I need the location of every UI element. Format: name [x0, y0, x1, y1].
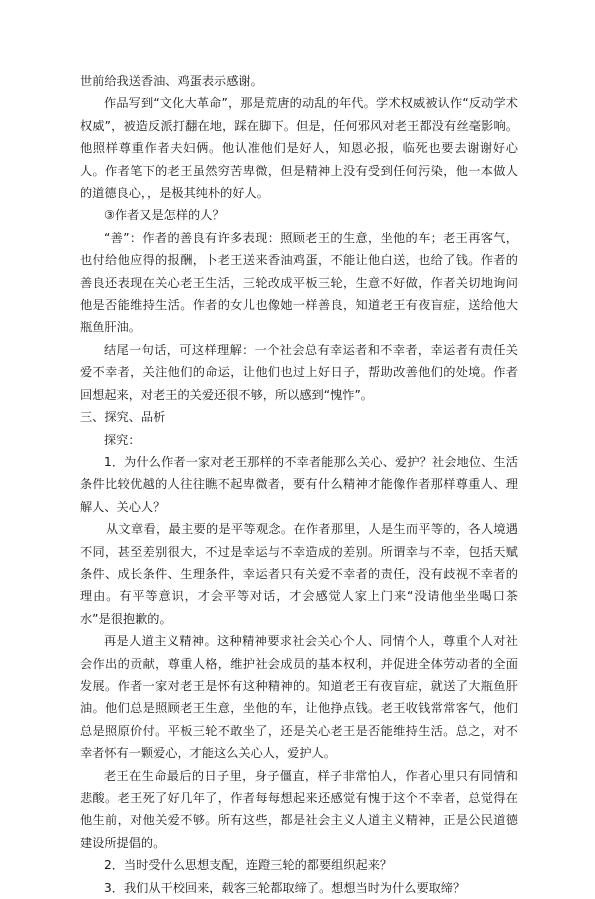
question-3: 3．我们从干校回来，载客三轮都取缔了。想想当时为什么要取缔？	[104, 880, 466, 895]
paragraph-cultural-revolution: 作品写到“文化大革命”，那是荒唐的动乱的年代。学术权威被认作“反动学术权威”，被造反派打翻在地，踩在脚下。但是，任何邪风对老王都没有丝毫影响。他照样尊重作者夫妇俩。他认准他们是好人，知恩必报，临死也要去谢谢好心人。作者笔下的老王虽然穷苦卑微，但是精神上没有受到任何污染，他一本做人的道德良心，，是极其纯朴的好人。	[80, 96, 518, 201]
section-heading-explore: 三、探究、品析	[80, 410, 166, 425]
document-body	[80, 70, 518, 899]
answer-equality: 从文章看，最主要的是平等观念。在作者那里，人是生而平等的，各人境遇不同，甚至差别很大，不过是幸运与不幸造成的差别。所谓幸与不幸，包括天赋条件、成长条件、生理条件，幸运者只有关爱不幸者的责任，没有歧视不幸者的理由。有平等意识，才会平等对话，才会感觉人家上门来“没请他坐坐喝口茶水”是很抱歉的。	[80, 522, 518, 626]
answer-humanitarianism: 再是人道主义精神。这种精神要求社会关心个人、同情个人，尊重个人对社会作出的贡献，尊重人格，维护社会成员的基本权利，并促进全体劳动者的全面发展。作者一家对老王是怀有这种精神的。知道老王有夜盲症，就送了大瓶鱼肝油。他们总是照顾老王生意，坐他的车，让他挣点钱。老王收钱常常客气，他们总是照原价付。平板三轮不敢坐了，还是关心老王是否能维持生活。总之，对不幸者怀有一颗爱心，才能这么关心人，爱护人。	[80, 634, 518, 761]
paragraph-kindness: “善”：作者的善良有许多表现：照顾老王的生意，坐他的车；老王再客气，也付给他应得的报酬，卜老王送来香油鸡蛋，不能让他白送，也给了钱。作者的善良还表现在关心老王生活，三轮改成平板三轮，生意不好做，作者关切地询问他是否能维持生活。作者的女儿也像她一样善良，知道老王有夜盲症，送给他大瓶鱼肝油。	[80, 230, 518, 335]
label-explore: 探究：	[104, 432, 141, 447]
paragraph-ending-interpretation: 结尾一句话，可这样理解：一个社会总有幸运者和不幸者，幸运者有责任关爱不幸者，关注他们的命运，让他们也过上好日子，帮助改善他们的处境。作者回想起来，对老王的关爱还很不够，所以感到“愧怍”。	[80, 342, 518, 402]
question-2: 2．当时受什么思想支配，连蹬三轮的都要组织起来？	[104, 858, 393, 873]
question-1: 1．为什么作者一家对老王那样的不幸者能那么关心、爱护？社会地位、生活条件比较优越的人往往瞧不起卑微者，要有什么精神才能像作者那样尊重人、理解人、关心人？	[80, 454, 518, 514]
answer-last-days: 老王在生命最后的日子里，身子僵直，样子非常怕人，作者心里只有同情和悲酸。老王死了好几年了，作者每每想起来还感觉有愧于这个不幸者，总觉得在他生前，对他关爱不够。所有这些，都是社会主义人道主义精神，正是公民道德建设所提倡的。	[80, 768, 518, 850]
paragraph-continuation: 世前给我送香油、鸡蛋表示感谢。	[80, 74, 263, 88]
question-author-character: ③作者又是怎样的人？	[104, 208, 225, 223]
